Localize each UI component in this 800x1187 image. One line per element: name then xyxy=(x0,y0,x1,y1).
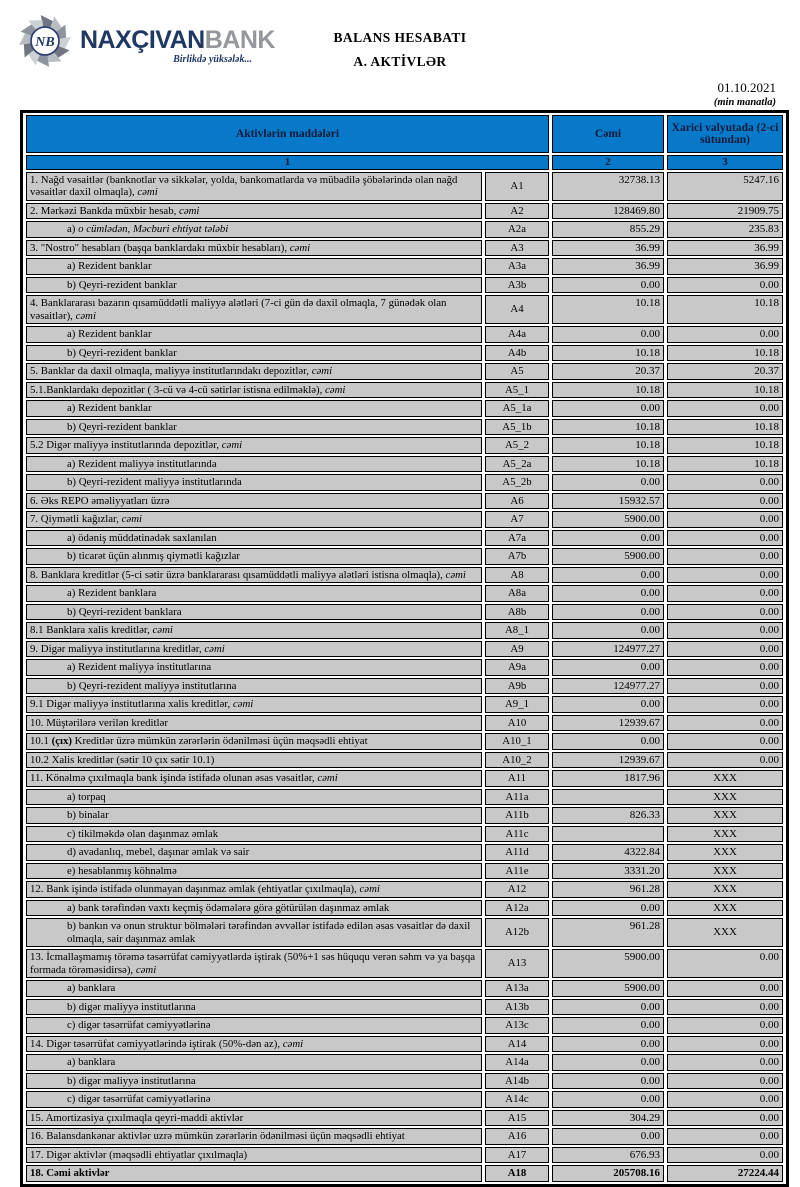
table-row xyxy=(26,696,783,713)
row-code-cell: A4 xyxy=(485,295,549,324)
row-total-cell: 0.00 xyxy=(552,530,664,547)
row-fx-cell: 0.00 xyxy=(667,678,783,695)
table-row xyxy=(26,585,783,602)
row-code-cell: A14 xyxy=(485,1036,549,1053)
row-label-cell: c) digər təsərrüfat cəmiyyətlərinə xyxy=(26,1017,482,1034)
row-label-cell: c) tikilməkdə olan daşınmaz əmlak xyxy=(26,826,482,843)
row-total-cell: 855.29 xyxy=(552,221,664,238)
row-label-cell: 9. Digər maliyyə institutlarına kreditlər, cəmi xyxy=(26,641,482,658)
row-code-cell: A18 xyxy=(485,1165,549,1182)
row-label-cell: d) avadanlıq, mebel, daşınar əmlak və sair xyxy=(26,844,482,861)
row-total-cell: 0.00 xyxy=(552,567,664,584)
row-label-cell: c) digər təsərrüfat cəmiyyətlərinə xyxy=(26,1091,482,1108)
table-row xyxy=(26,881,783,898)
table-row xyxy=(26,400,783,417)
row-fx-cell: 0.00 xyxy=(667,641,783,658)
row-fx-cell: 0.00 xyxy=(667,1147,783,1164)
row-label-cell: a) Rezident banklar xyxy=(26,258,482,275)
row-code-cell: A7b xyxy=(485,548,549,565)
table-index-row xyxy=(26,155,783,170)
bank-tagline: Birlikdə yüksələk... xyxy=(173,54,252,65)
row-total-cell: 0.00 xyxy=(552,474,664,491)
row-fx-cell: 0.00 xyxy=(667,696,783,713)
row-total-cell: 0.00 xyxy=(552,326,664,343)
row-label-cell: b) Qeyri-rezident maliyyə institutlarına xyxy=(26,678,482,695)
balance-table xyxy=(20,110,789,1187)
row-label-cell: 13. İcmallaşmamış törəmə təsərrüfat cəmiyyətlərdə iştirak (50%+1 səs hüququ verən səhm və ya başqa formada törəməsidirsə), cəmi xyxy=(26,949,482,978)
row-fx-cell: 0.00 xyxy=(667,530,783,547)
row-fx-cell: 0.00 xyxy=(667,567,783,584)
row-fx-cell: 0.00 xyxy=(667,659,783,676)
row-label-cell: b) ticarət üçün alınmış qiymətli kağızlar xyxy=(26,548,482,565)
table-row xyxy=(26,863,783,880)
table-row xyxy=(26,1128,783,1145)
row-code-cell: A9b xyxy=(485,678,549,695)
row-total-cell: 10.18 xyxy=(552,456,664,473)
row-total-cell: 0.00 xyxy=(552,1073,664,1090)
table-row xyxy=(26,844,783,861)
row-total-cell: 36.99 xyxy=(552,258,664,275)
table-row xyxy=(26,1036,783,1053)
row-code-cell: A8a xyxy=(485,585,549,602)
table-row xyxy=(26,240,783,257)
row-code-cell: A4a xyxy=(485,326,549,343)
table-row xyxy=(26,826,783,843)
row-label-cell: a) bank tərəfindən vaxtı keçmiş ödəmələrə görə götürülən daşınmaz əmlak xyxy=(26,900,482,917)
row-label-cell: 5. Banklar da daxil olmaqla, maliyyə institutlarındakı depozitlər, cəmi xyxy=(26,363,482,380)
table-row xyxy=(26,918,783,947)
row-total-cell: 5900.00 xyxy=(552,548,664,565)
row-code-cell: A5_1b xyxy=(485,419,549,436)
table-row xyxy=(26,172,783,201)
table-row xyxy=(26,493,783,510)
table-row xyxy=(26,641,783,658)
row-total-cell: 0.00 xyxy=(552,604,664,621)
table-row xyxy=(26,456,783,473)
table-row xyxy=(26,1110,783,1127)
row-code-cell: A8 xyxy=(485,567,549,584)
row-total-cell: 304.29 xyxy=(552,1110,664,1127)
row-code-cell: A1 xyxy=(485,172,549,201)
row-fx-cell: XXX xyxy=(667,863,783,880)
row-fx-cell: 0.00 xyxy=(667,493,783,510)
table-row xyxy=(26,295,783,324)
row-code-cell: A11b xyxy=(485,807,549,824)
table-row xyxy=(26,752,783,769)
row-fx-cell: 27224.44 xyxy=(667,1165,783,1182)
row-label-cell: b) Qeyri-rezident banklara xyxy=(26,604,482,621)
row-total-cell: 5900.00 xyxy=(552,980,664,997)
row-total-cell: 10.18 xyxy=(552,295,664,324)
row-label-cell: a) Rezident banklar xyxy=(26,400,482,417)
row-total-cell: 12939.67 xyxy=(552,752,664,769)
row-fx-cell: 10.18 xyxy=(667,437,783,454)
row-code-cell: A11d xyxy=(485,844,549,861)
row-fx-cell: 10.18 xyxy=(667,419,783,436)
row-label-cell: b) digər maliyyə institutlarına xyxy=(26,999,482,1016)
table-row xyxy=(26,659,783,676)
row-fx-cell: 10.18 xyxy=(667,295,783,324)
row-fx-cell: 0.00 xyxy=(667,1110,783,1127)
row-fx-cell: 0.00 xyxy=(667,1054,783,1071)
row-label-cell: 7. Qiymətli kağızlar, cəmi xyxy=(26,511,482,528)
row-code-cell: A10 xyxy=(485,715,549,732)
row-code-cell: A11c xyxy=(485,826,549,843)
row-label-cell: 10.2 Xalis kreditlər (sətir 10 çıx sətir 10.1) xyxy=(26,752,482,769)
table-row xyxy=(26,900,783,917)
bank-name-primary: NAXÇIVAN xyxy=(80,26,205,54)
table-row xyxy=(26,715,783,732)
row-label-cell: 3. "Nostro" hesabları (başqa banklardakı müxbir hesabları), cəmi xyxy=(26,240,482,257)
row-code-cell: A2a xyxy=(485,221,549,238)
table-row xyxy=(26,345,783,362)
row-code-cell: A11 xyxy=(485,770,549,787)
row-code-cell: A10_1 xyxy=(485,733,549,750)
row-total-cell: 10.18 xyxy=(552,419,664,436)
row-fx-cell: XXX xyxy=(667,844,783,861)
table-row xyxy=(26,363,783,380)
row-label-cell: a) torpaq xyxy=(26,789,482,806)
row-total-cell: 826.33 xyxy=(552,807,664,824)
table-row xyxy=(26,949,783,978)
row-fx-cell: 0.00 xyxy=(667,1128,783,1145)
row-code-cell: A2 xyxy=(485,203,549,220)
table-row xyxy=(26,999,783,1016)
row-code-cell: A13b xyxy=(485,999,549,1016)
row-code-cell: A3a xyxy=(485,258,549,275)
table-row xyxy=(26,807,783,824)
table-row xyxy=(26,326,783,343)
row-label-cell: a) Rezident maliyyə institutlarına xyxy=(26,659,482,676)
row-code-cell: A3 xyxy=(485,240,549,257)
table-row xyxy=(26,548,783,565)
row-label-cell: a) Rezident maliyyə institutlarında xyxy=(26,456,482,473)
row-label-cell: 5.1.Banklardakı depozitlər ( 3-cü və 4-cü sətirlər istisna edilməklə), cəmi xyxy=(26,382,482,399)
row-label-cell: b) Qeyri-rezident banklar xyxy=(26,277,482,294)
row-total-cell: 15932.57 xyxy=(552,493,664,510)
row-total-cell: 5900.00 xyxy=(552,511,664,528)
row-fx-cell: 0.00 xyxy=(667,474,783,491)
row-label-cell: 6. Əks REPO əməliyyatları üzrə xyxy=(26,493,482,510)
table-header-row xyxy=(26,115,783,153)
row-total-cell xyxy=(552,789,664,806)
row-code-cell: A13 xyxy=(485,949,549,978)
row-label-cell: 4. Banklararası bazarın qısamüddətli maliyyə alətləri (7-ci gün də daxil olmaqla, 7 günədək olan vəsaitlər), cəmi xyxy=(26,295,482,324)
row-label-cell: b) Qeyri-rezident banklar xyxy=(26,419,482,436)
row-code-cell: A5_2 xyxy=(485,437,549,454)
row-code-cell: A11e xyxy=(485,863,549,880)
row-label-cell: b) Qeyri-rezident banklar xyxy=(26,345,482,362)
row-fx-cell: 0.00 xyxy=(667,949,783,978)
row-code-cell: A3b xyxy=(485,277,549,294)
row-label-cell: a) Rezident banklara xyxy=(26,585,482,602)
column-index-2: 2 xyxy=(552,155,664,170)
row-fx-cell: 5247.16 xyxy=(667,172,783,201)
column-index-3: 3 xyxy=(667,155,783,170)
unit-note: (min manatla) xyxy=(713,97,776,108)
row-total-cell: 0.00 xyxy=(552,1017,664,1034)
row-fx-cell: 0.00 xyxy=(667,400,783,417)
row-code-cell: A5_1 xyxy=(485,382,549,399)
row-label-cell: 17. Digər aktivlər (məqsədli ehtiyatlar çıxılmaqla) xyxy=(26,1147,482,1164)
row-total-cell: 0.00 xyxy=(552,1128,664,1145)
row-code-cell: A6 xyxy=(485,493,549,510)
row-total-cell: 0.00 xyxy=(552,733,664,750)
table-row xyxy=(26,511,783,528)
table-row xyxy=(26,258,783,275)
row-fx-cell: 0.00 xyxy=(667,548,783,565)
row-total-cell: 676.93 xyxy=(552,1147,664,1164)
table-row xyxy=(26,203,783,220)
row-fx-cell: 0.00 xyxy=(667,980,783,997)
page-subtitle: A. AKTİVLƏR xyxy=(353,54,447,69)
row-fx-cell: 0.00 xyxy=(667,733,783,750)
row-label-cell: 11. Könəlmə çıxılmaqla bank işində istifadə olunan əsas vəsaitlər, cəmi xyxy=(26,770,482,787)
row-label-cell: 12. Bank işində istifadə olunmayan daşınmaz əmlak (ehtiyatlar çıxılmaqla), cəmi xyxy=(26,881,482,898)
bank-monogram: NB xyxy=(35,35,55,51)
row-code-cell: A16 xyxy=(485,1128,549,1145)
row-fx-cell: 0.00 xyxy=(667,752,783,769)
row-label-cell: a) Rezident banklar xyxy=(26,326,482,343)
row-fx-cell: 0.00 xyxy=(667,1091,783,1108)
row-fx-cell: XXX xyxy=(667,770,783,787)
row-label-cell: a) banklara xyxy=(26,1054,482,1071)
row-fx-cell: 0.00 xyxy=(667,511,783,528)
row-code-cell: A5 xyxy=(485,363,549,380)
row-fx-cell: 0.00 xyxy=(667,1017,783,1034)
row-total-cell: 1817.96 xyxy=(552,770,664,787)
row-total-cell: 0.00 xyxy=(552,1091,664,1108)
table-row xyxy=(26,789,783,806)
row-code-cell: A14b xyxy=(485,1073,549,1090)
table-row xyxy=(26,770,783,787)
row-code-cell: A14a xyxy=(485,1054,549,1071)
row-total-cell: 124977.27 xyxy=(552,641,664,658)
row-code-cell: A11a xyxy=(485,789,549,806)
table-row xyxy=(26,733,783,750)
row-label-cell: 14. Digər təsərrüfat cəmiyyətlərində iştirak (50%-dən az), cəmi xyxy=(26,1036,482,1053)
row-code-cell: A9_1 xyxy=(485,696,549,713)
row-total-cell: 205708.16 xyxy=(552,1165,664,1182)
row-total-cell: 128469.80 xyxy=(552,203,664,220)
row-fx-cell: XXX xyxy=(667,918,783,947)
row-label-cell: 5.2 Digər maliyyə institutlarında depozitlər, cəmi xyxy=(26,437,482,454)
row-fx-cell: 10.18 xyxy=(667,456,783,473)
row-total-cell: 961.28 xyxy=(552,918,664,947)
row-total-cell: 10.18 xyxy=(552,382,664,399)
row-code-cell: A13a xyxy=(485,980,549,997)
row-total-cell: 0.00 xyxy=(552,277,664,294)
row-fx-cell: 0.00 xyxy=(667,585,783,602)
row-total-cell: 3331.20 xyxy=(552,863,664,880)
column-header-items: Aktivlərin maddələri xyxy=(26,115,549,153)
table-row xyxy=(26,980,783,997)
row-label-cell: 10.1 (çıx) Kreditlər üzrə mümkün zərərlərin ödənilməsi üçün məqsədli ehtiyat xyxy=(26,733,482,750)
row-label-cell: b) bankın və onun struktur bölmələri tərəfindən əvvəllər istifadə edilən əsas vəsaitlər də daxil olmaqla, sair daşınmaz əmlak xyxy=(26,918,482,947)
table-row xyxy=(26,1091,783,1108)
row-code-cell: A5_1a xyxy=(485,400,549,417)
table-row xyxy=(26,1017,783,1034)
row-label-cell: a) banklara xyxy=(26,980,482,997)
row-fx-cell: 20.37 xyxy=(667,363,783,380)
row-label-cell: 10. Müştərilərə verilən kreditlər xyxy=(26,715,482,732)
row-fx-cell: 36.99 xyxy=(667,258,783,275)
row-total-cell: 0.00 xyxy=(552,696,664,713)
row-code-cell: A8b xyxy=(485,604,549,621)
row-code-cell: A15 xyxy=(485,1110,549,1127)
table-row xyxy=(26,1165,783,1182)
column-header-fx: Xarici valyutada (2-ci sütundan) xyxy=(667,115,783,153)
row-fx-cell: 0.00 xyxy=(667,622,783,639)
row-fx-cell: 0.00 xyxy=(667,715,783,732)
row-code-cell: A12a xyxy=(485,900,549,917)
row-label-cell: 8.1 Banklara xalis kreditlər, cəmi xyxy=(26,622,482,639)
row-label-cell: 2. Mərkəzi Bankda müxbir hesab, cəmi xyxy=(26,203,482,220)
table-row xyxy=(26,1147,783,1164)
table-row xyxy=(26,678,783,695)
row-label-cell: 8. Banklara kreditlər (5-ci sətir üzrə banklararası qısamüddətli maliyyə alətləri istisna olmaqla), cəmi xyxy=(26,567,482,584)
row-label-cell: e) hesablanmış köhnəlmə xyxy=(26,863,482,880)
table-row xyxy=(26,437,783,454)
row-total-cell: 0.00 xyxy=(552,1054,664,1071)
row-total-cell: 0.00 xyxy=(552,1036,664,1053)
row-fx-cell: 0.00 xyxy=(667,604,783,621)
row-total-cell: 961.28 xyxy=(552,881,664,898)
row-code-cell: A9a xyxy=(485,659,549,676)
row-code-cell: A7a xyxy=(485,530,549,547)
table-row xyxy=(26,1073,783,1090)
table-row xyxy=(26,277,783,294)
row-fx-cell: 0.00 xyxy=(667,999,783,1016)
table-row xyxy=(26,221,783,238)
row-code-cell: A7 xyxy=(485,511,549,528)
row-code-cell: A17 xyxy=(485,1147,549,1164)
row-label-cell: 18. Cəmi aktivlər xyxy=(26,1165,482,1182)
row-fx-cell: 0.00 xyxy=(667,326,783,343)
table-row xyxy=(26,622,783,639)
row-label-cell: 9.1 Digər maliyyə institutlarına xalis kreditlər, cəmi xyxy=(26,696,482,713)
row-total-cell: 20.37 xyxy=(552,363,664,380)
table-row xyxy=(26,567,783,584)
row-label-cell: a) o cümlədən, Məcburi ehtiyat tələbi xyxy=(26,221,482,238)
row-label-cell: 1. Nağd vəsaitlər (banknotlar və sikkələr, yolda, bankomatlarda və mübadilə şöbələrində olan nağd vəsaitlər daxil olmaqla), cəmi xyxy=(26,172,482,201)
row-total-cell: 4322.84 xyxy=(552,844,664,861)
row-fx-cell: 36.99 xyxy=(667,240,783,257)
table-row xyxy=(26,604,783,621)
bank-name-secondary: BANK xyxy=(204,26,275,54)
row-total-cell: 10.18 xyxy=(552,345,664,362)
row-code-cell: A13c xyxy=(485,1017,549,1034)
row-fx-cell: XXX xyxy=(667,807,783,824)
row-total-cell: 0.00 xyxy=(552,999,664,1016)
row-code-cell: A5_2b xyxy=(485,474,549,491)
row-fx-cell: XXX xyxy=(667,789,783,806)
page-title: BALANS HESABATI xyxy=(333,30,467,45)
table-row xyxy=(26,1054,783,1071)
row-code-cell: A5_2a xyxy=(485,456,549,473)
row-fx-cell: 235.83 xyxy=(667,221,783,238)
row-label-cell: a) ödəniş müddətinədək saxlanılan xyxy=(26,530,482,547)
row-fx-cell: 10.18 xyxy=(667,382,783,399)
row-total-cell xyxy=(552,826,664,843)
row-total-cell: 0.00 xyxy=(552,585,664,602)
row-total-cell: 0.00 xyxy=(552,400,664,417)
row-label-cell: 15. Amortizasiya çıxılmaqla qeyri-maddi aktivlər xyxy=(26,1110,482,1127)
row-label-cell: b) Qeyri-rezident maliyyə institutlarında xyxy=(26,474,482,491)
table-row xyxy=(26,382,783,399)
row-code-cell: A10_2 xyxy=(485,752,549,769)
row-fx-cell: 0.00 xyxy=(667,1073,783,1090)
report-date: 01.10.2021 xyxy=(717,80,776,95)
row-total-cell: 0.00 xyxy=(552,622,664,639)
row-code-cell: A12 xyxy=(485,881,549,898)
row-total-cell: 32738.13 xyxy=(552,172,664,201)
row-fx-cell: 0.00 xyxy=(667,277,783,294)
row-label-cell: 16. Balansdankənar aktivlər uzrə mümkün zərərlərin ödənilməsi üçün məqsədli ehtiyat xyxy=(26,1128,482,1145)
row-code-cell: A12b xyxy=(485,918,549,947)
table-row xyxy=(26,474,783,491)
row-total-cell: 0.00 xyxy=(552,659,664,676)
row-fx-cell: XXX xyxy=(667,900,783,917)
row-label-cell: b) binalar xyxy=(26,807,482,824)
row-total-cell: 10.18 xyxy=(552,437,664,454)
row-code-cell: A9 xyxy=(485,641,549,658)
row-code-cell: A14c xyxy=(485,1091,549,1108)
row-fx-cell: XXX xyxy=(667,826,783,843)
row-fx-cell: XXX xyxy=(667,881,783,898)
column-header-total: Cəmi xyxy=(552,115,664,153)
row-total-cell: 36.99 xyxy=(552,240,664,257)
row-code-cell: A8_1 xyxy=(485,622,549,639)
table-row xyxy=(26,530,783,547)
row-fx-cell: 21909.75 xyxy=(667,203,783,220)
row-code-cell: A4b xyxy=(485,345,549,362)
row-fx-cell: 10.18 xyxy=(667,345,783,362)
row-total-cell: 0.00 xyxy=(552,900,664,917)
row-total-cell: 12939.67 xyxy=(552,715,664,732)
column-index-1: 1 xyxy=(26,155,549,170)
table-row xyxy=(26,419,783,436)
row-fx-cell: 0.00 xyxy=(667,1036,783,1053)
row-total-cell: 124977.27 xyxy=(552,678,664,695)
row-label-cell: b) digər maliyyə institutlarına xyxy=(26,1073,482,1090)
row-total-cell: 5900.00 xyxy=(552,949,664,978)
